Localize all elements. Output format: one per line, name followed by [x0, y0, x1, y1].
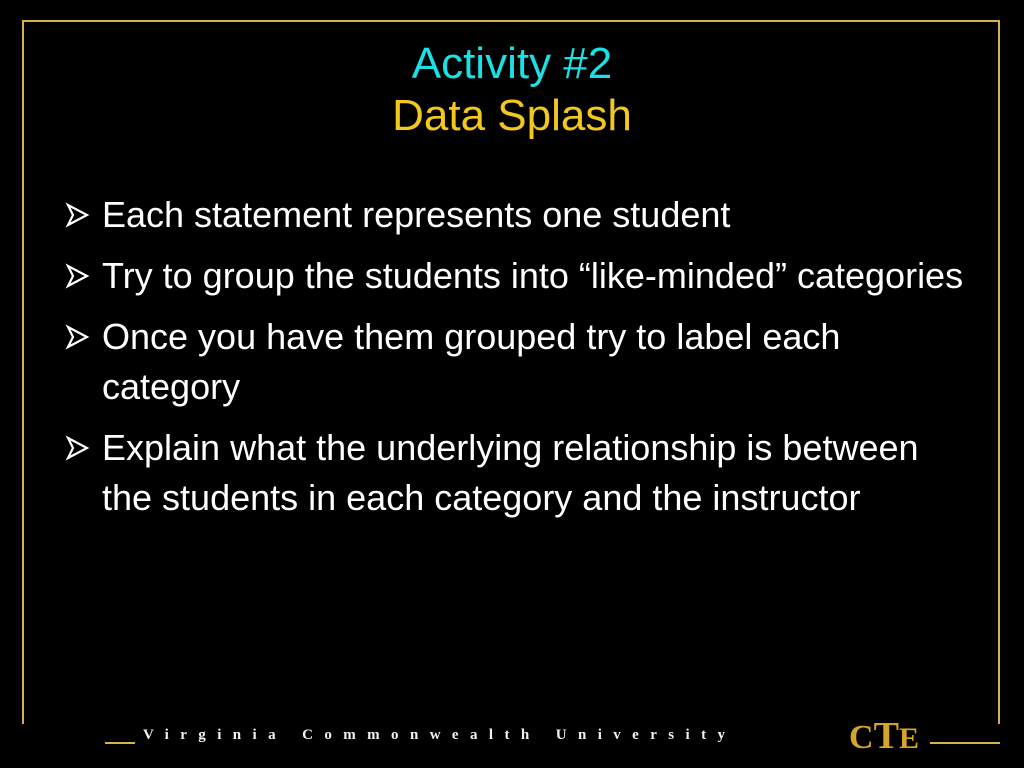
bullet-item — [64, 251, 964, 301]
university-name: Virginia Commonwealth University — [135, 724, 736, 746]
title-line-2: Data Splash — [392, 91, 632, 140]
title-line-1: Activity #2 — [411, 39, 613, 88]
right-arrowhead-icon — [64, 312, 96, 362]
right-arrowhead-icon — [64, 251, 96, 301]
right-arrowhead-icon — [64, 423, 96, 473]
bullet-text: Once you have them grouped try to label each category — [102, 316, 841, 407]
bullet-text: Try to group the students into “like-minded” categories — [102, 255, 964, 296]
bullet-item — [64, 312, 964, 412]
bullet-list — [64, 190, 964, 534]
cte-logo: CTE — [849, 715, 919, 757]
slide-title — [0, 38, 1024, 142]
bullet-item — [64, 423, 964, 523]
footer-rule-left — [105, 742, 135, 744]
bullet-item — [64, 190, 964, 240]
bullet-text: Explain what the underlying relationship is between the students in each category and the instructor — [102, 427, 919, 518]
right-arrowhead-icon — [64, 190, 96, 240]
footer-rule-right — [930, 742, 1000, 744]
bullet-text: Each statement represents one student — [102, 194, 731, 235]
